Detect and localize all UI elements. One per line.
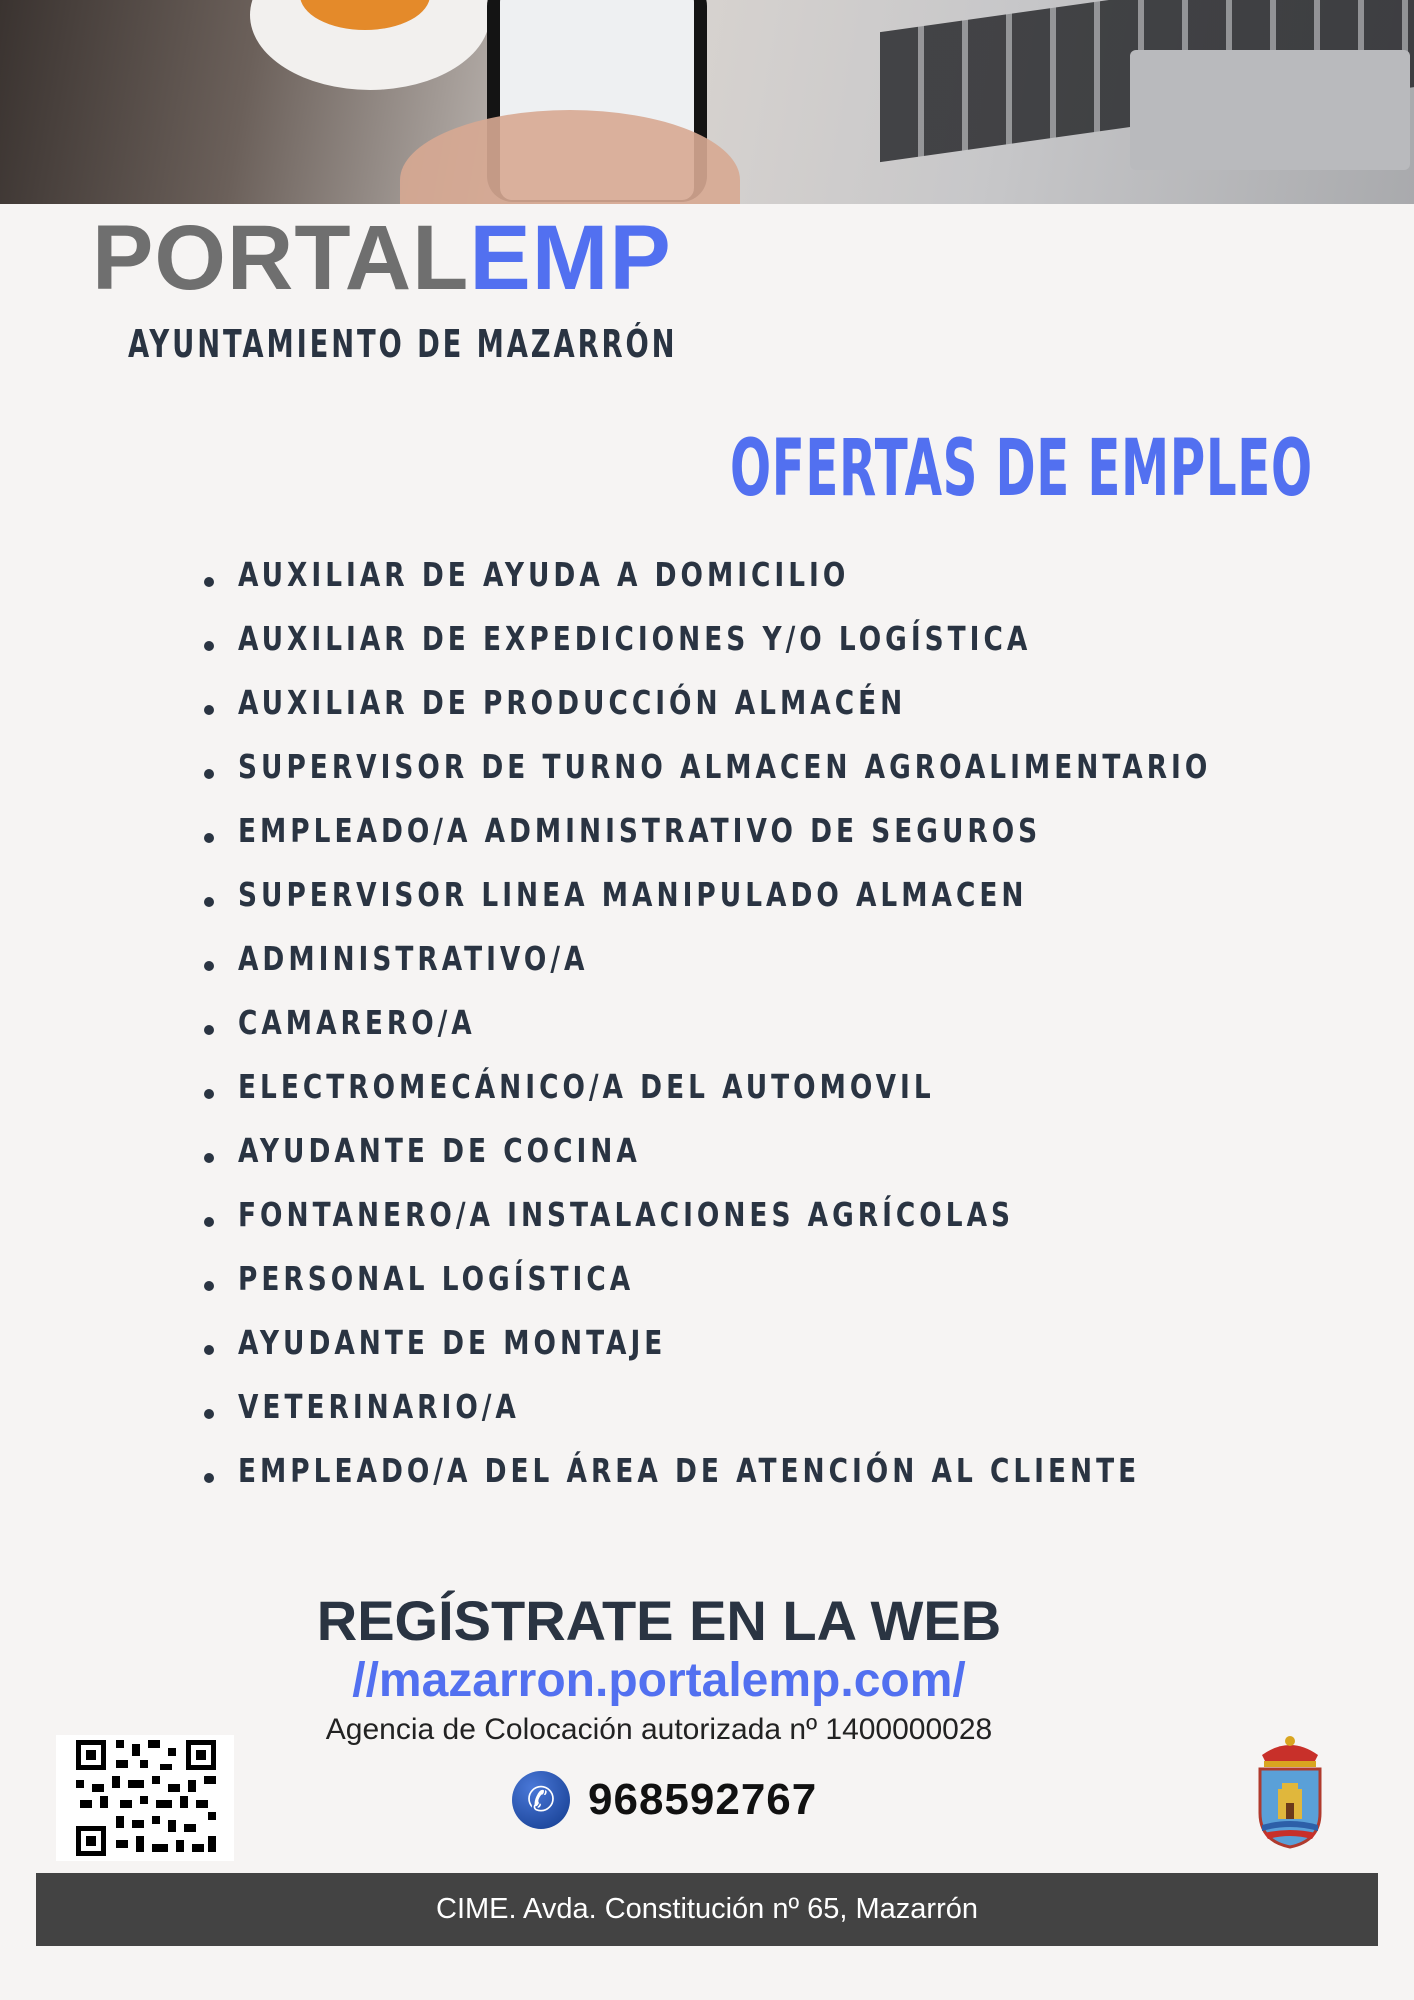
job-list [200, 555, 1414, 1515]
job-item-label: VETERINARIO/A [238, 1387, 520, 1426]
brand-part-portal: PORTAL [92, 207, 470, 309]
hero-photo [0, 0, 1414, 204]
job-item-label: AUXILIAR DE EXPEDICIONES Y/O LOGÍSTICA [238, 619, 1032, 658]
footer-address: CIME. Avda. Constitución nº 65, Mazarrón [36, 1873, 1378, 1946]
job-item-label: AYUDANTE DE COCINA [238, 1131, 641, 1170]
phone-number[interactable]: 968592767 [588, 1775, 818, 1824]
job-item-label: PERSONAL LOGÍSTICA [238, 1259, 635, 1298]
agency-note: Agencia de Colocación autorizada nº 1400000028 [325, 1713, 993, 1746]
job-item [200, 683, 1414, 747]
job-item [200, 1387, 1414, 1451]
qr-code-icon[interactable] [56, 1735, 234, 1861]
register-heading: REGÍSTRATE EN LA WEB [316, 1589, 1002, 1652]
organization-name: AYUNTAMIENTO DE MAZARRÓN [128, 322, 678, 366]
job-item-label: FONTANERO/A INSTALACIONES AGRÍCOLAS [238, 1195, 1015, 1234]
job-item [200, 1259, 1414, 1323]
brand-part-emp: EMP [469, 207, 672, 309]
job-item-label: EMPLEADO/A DEL ÁREA DE ATENCIÓN AL CLIENTE [238, 1451, 1141, 1490]
job-item-label: EMPLEADO/A ADMINISTRATIVO DE SEGUROS [238, 811, 1042, 850]
job-item [200, 875, 1414, 939]
job-item [200, 619, 1414, 683]
website-link[interactable]: //mazarron.portalemp.com/ [352, 1654, 966, 1707]
job-item [200, 939, 1414, 1003]
brand-logo [92, 207, 672, 309]
job-item [200, 555, 1414, 619]
job-item [200, 1131, 1414, 1195]
coat-of-arms-icon [1252, 1733, 1328, 1849]
phone-contact [512, 1770, 817, 1830]
job-item [200, 1451, 1414, 1515]
job-item-label: AUXILIAR DE AYUDA A DOMICILIO [238, 555, 850, 594]
job-item [200, 1067, 1414, 1131]
job-item [200, 1195, 1414, 1259]
job-item-label: ADMINISTRATIVO/A [238, 939, 589, 978]
job-item-label: CAMARERO/A [238, 1003, 476, 1042]
job-item-label: AUXILIAR DE PRODUCCIÓN ALMACÉN [238, 683, 907, 722]
job-item [200, 811, 1414, 875]
job-item [200, 747, 1414, 811]
job-item-label: ELECTROMECÁNICO/A DEL AUTOMOVIL [238, 1067, 935, 1106]
phone-icon: ✆ [512, 1771, 570, 1829]
section-title: OFERTAS DE EMPLEO [730, 424, 1313, 514]
job-item [200, 1003, 1414, 1067]
job-item-label: SUPERVISOR LINEA MANIPULADO ALMACEN [238, 875, 1028, 914]
job-item-label: SUPERVISOR DE TURNO ALMACEN AGROALIMENTARIO [238, 747, 1212, 786]
job-item [200, 1323, 1414, 1387]
job-item-label: AYUDANTE DE MONTAJE [238, 1323, 667, 1362]
